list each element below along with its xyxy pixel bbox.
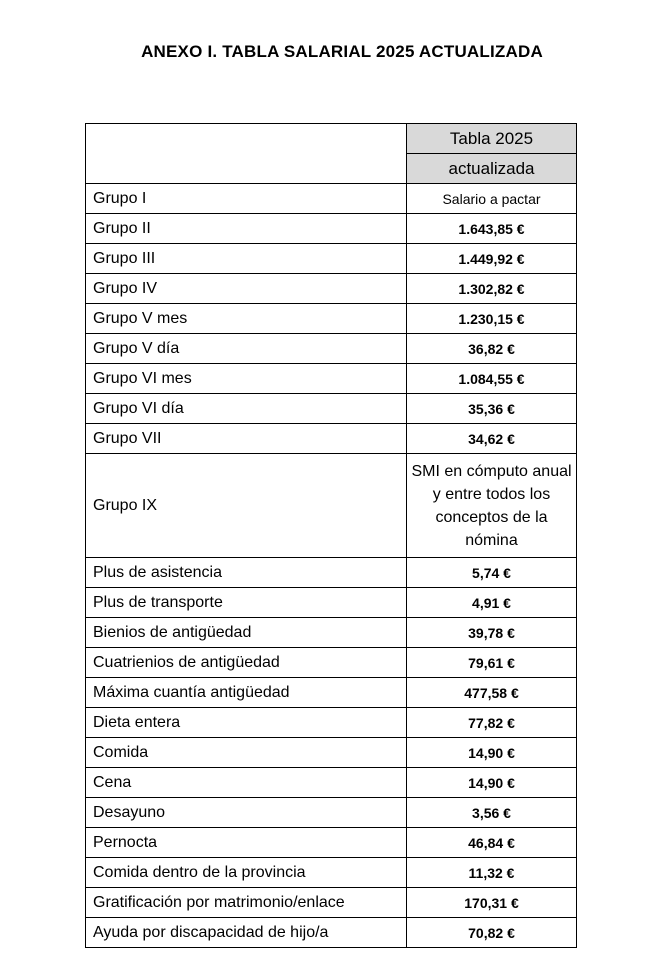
row-value: 170,31 €	[407, 888, 577, 918]
row-label: Cena	[86, 768, 407, 798]
row-label: Grupo VI día	[86, 394, 407, 424]
table-row	[86, 304, 577, 334]
row-label: Dieta entera	[86, 708, 407, 738]
row-label: Ayuda por discapacidad de hijo/a	[86, 918, 407, 948]
table-row	[86, 678, 577, 708]
row-value: 1.084,55 €	[407, 364, 577, 394]
row-label: Grupo III	[86, 244, 407, 274]
salary-table	[85, 123, 577, 948]
table-row	[86, 888, 577, 918]
row-value: 35,36 €	[407, 394, 577, 424]
table-row	[86, 588, 577, 618]
row-value: 77,82 €	[407, 708, 577, 738]
table-row	[86, 918, 577, 948]
row-label: Comida dentro de la provincia	[86, 858, 407, 888]
row-label: Grupo II	[86, 214, 407, 244]
row-label: Plus de transporte	[86, 588, 407, 618]
row-value: Salario a pactar	[407, 184, 577, 214]
row-label: Grupo I	[86, 184, 407, 214]
row-value: 3,56 €	[407, 798, 577, 828]
row-label: Grupo V día	[86, 334, 407, 364]
table-row	[86, 184, 577, 214]
table-row	[86, 364, 577, 394]
table-row	[86, 424, 577, 454]
row-label: Grupo VI mes	[86, 364, 407, 394]
table-row	[86, 274, 577, 304]
table-row	[86, 768, 577, 798]
column-header-line-2: actualizada	[407, 154, 577, 184]
table-row	[86, 828, 577, 858]
table-row	[86, 858, 577, 888]
table-row	[86, 454, 577, 558]
row-label: Grupo IX	[86, 454, 407, 558]
table-header-row-1	[86, 124, 577, 154]
row-value: 5,74 €	[407, 558, 577, 588]
table-row	[86, 334, 577, 364]
document-title: ANEXO I. TABLA SALARIAL 2025 ACTUALIZADA	[141, 42, 543, 61]
table-row	[86, 708, 577, 738]
row-label: Pernocta	[86, 828, 407, 858]
row-value: 70,82 €	[407, 918, 577, 948]
row-label: Cuatrienios de antigüedad	[86, 648, 407, 678]
row-value: 11,32 €	[407, 858, 577, 888]
row-label: Plus de asistencia	[86, 558, 407, 588]
row-value: 14,90 €	[407, 738, 577, 768]
row-value: 1.302,82 €	[407, 274, 577, 304]
row-label: Grupo IV	[86, 274, 407, 304]
row-value: 34,62 €	[407, 424, 577, 454]
row-value: 46,84 €	[407, 828, 577, 858]
table-row	[86, 798, 577, 828]
row-value: 1.230,15 €	[407, 304, 577, 334]
row-label: Desayuno	[86, 798, 407, 828]
row-label: Bienios de antigüedad	[86, 618, 407, 648]
table-row	[86, 214, 577, 244]
row-label: Comida	[86, 738, 407, 768]
table-header-blank-cell	[86, 124, 407, 184]
row-value: 79,61 €	[407, 648, 577, 678]
table-row	[86, 648, 577, 678]
row-value: 4,91 €	[407, 588, 577, 618]
row-label: Grupo VII	[86, 424, 407, 454]
row-value: 477,58 €	[407, 678, 577, 708]
table-row	[86, 558, 577, 588]
row-label: Gratificación por matrimonio/enlace	[86, 888, 407, 918]
table-row	[86, 244, 577, 274]
table-row	[86, 394, 577, 424]
row-label: Máxima cuantía antigüedad	[86, 678, 407, 708]
row-value: SMI en cómputo anual y entre todos los conceptos de la nómina	[407, 454, 577, 558]
row-value: 36,82 €	[407, 334, 577, 364]
column-header-line-1: Tabla 2025	[407, 124, 577, 154]
row-value: 1.643,85 €	[407, 214, 577, 244]
row-value: 14,90 €	[407, 768, 577, 798]
row-label: Grupo V mes	[86, 304, 407, 334]
row-value: 39,78 €	[407, 618, 577, 648]
table-row	[86, 618, 577, 648]
table-row	[86, 738, 577, 768]
row-value: 1.449,92 €	[407, 244, 577, 274]
